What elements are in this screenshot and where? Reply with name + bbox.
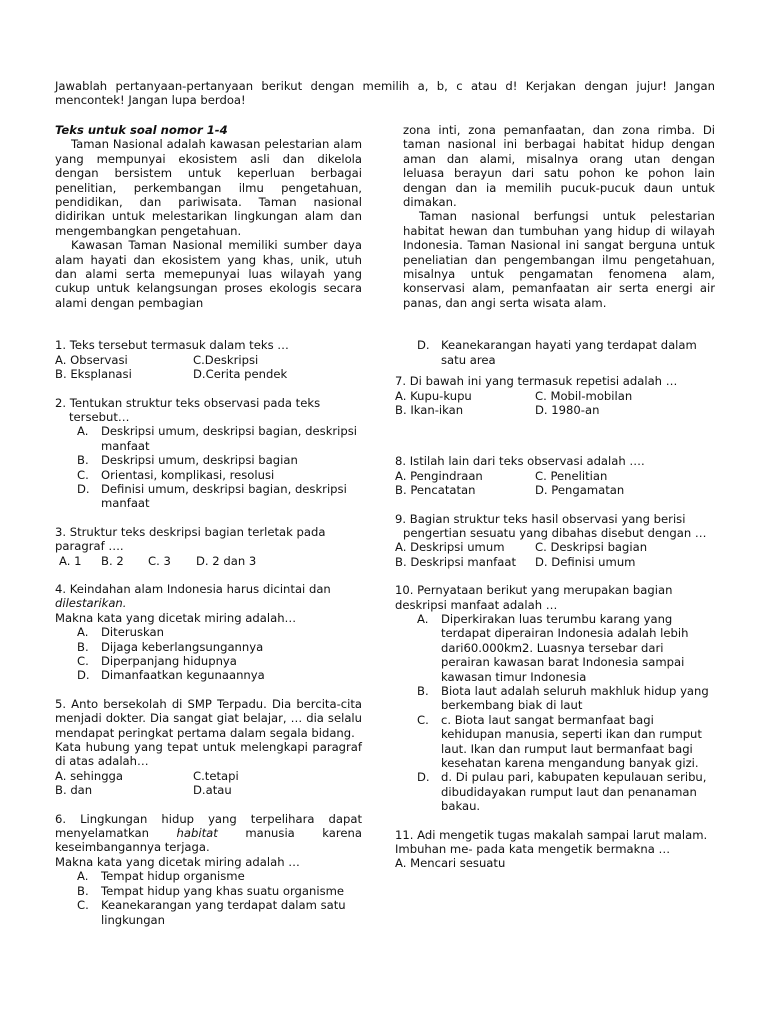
question-9-option-c[interactable]: C. Deskripsi bagian: [535, 540, 648, 555]
question-2-options: [55, 424, 362, 510]
question-10-option-a[interactable]: A. Diperkirakan luas terumbu karang yang terdapat diperairan Indonesia adalah lebih dari60.000km2. Luasnya tersebar dari perairan kawasan barat Indonesia sampai kawasan timur Indonesia: [417, 611, 689, 684]
question-4-options: [55, 625, 362, 683]
question-3-option-b[interactable]: B. 2: [101, 553, 124, 568]
question-1: [55, 338, 362, 381]
question-4-text-main: 4. Keindahan alam Indonesia harus dicintai dan: [55, 581, 331, 596]
question-6-option-d-list: [395, 338, 715, 367]
question-8-option-c[interactable]: C. Penelitian: [535, 468, 608, 483]
question-4-option-c[interactable]: C. Diperpanjang hidupnya: [77, 654, 237, 668]
question-10-option-b[interactable]: B. Biota laut adalah seluruh makhluk hidup yang berkembang biak di laut: [417, 684, 709, 713]
question-6-text-pre: 6. Lingkungan hidup yang terpelihara dapat menyelamatkan: [55, 811, 362, 841]
question-7: [395, 374, 715, 417]
question-5-option-d[interactable]: D.atau: [193, 783, 232, 798]
passage-paragraph-3: Taman nasional berfungsi untuk pelestarian habitat hewan dan tumbuhan yang hidup di wilayah Indonesia. Taman Nasional ini sangat berguna untuk peneliatian dan pengembangan ilmu pengetahuan, misalnya untuk pengamatan fenomena alam, konservasi alam, pemanfaatan air serta energi air panas, dan angi serta wisata alam.: [403, 209, 715, 310]
question-4-italic-word: dilestarikan.: [55, 596, 127, 611]
question-11-text: 11. Adi mengetik tugas makalah sampai larut malam. Imbuhan me- pada kata mengetik bermakna …: [395, 827, 708, 857]
right-column: [395, 123, 715, 871]
question-8: [395, 454, 715, 497]
question-5-prompt: Kata hubung yang tepat untuk melengkapi paragraf di atas adalah…: [55, 740, 362, 769]
question-5-text: 5. Anto bersekolah di SMP Terpadu. Dia bercita-cita menjadi dokter. Dia sangat giat belajar, … dia selalu mendapat peringkat pertama dalam segala bidang.: [55, 696, 362, 740]
question-6-prompt: Makna kata yang dicetak miring adalah …: [55, 854, 300, 869]
question-7-option-d[interactable]: D. 1980-an: [535, 402, 600, 417]
question-11-option-a[interactable]: A. Mencari sesuatu: [395, 856, 506, 871]
passage-paragraph-2: Kawasan Taman Nasional memiliki sumber daya alam hayati dan ekosistem yang khas, unik, utuh dan alami serta memepunyai luas wilayah yang cukup untuk kelangsungan proses ekologis secara alami dengan pembagian: [55, 238, 362, 310]
question-6-italic-word: habitat: [176, 826, 218, 841]
question-10-options: [395, 612, 715, 814]
question-4-text: [55, 582, 362, 611]
question-4-option-a[interactable]: A. Diteruskan: [77, 625, 164, 640]
question-6-options: [55, 869, 362, 927]
question-1-option-b[interactable]: B. Eksplanasi: [55, 367, 132, 382]
question-8-option-d[interactable]: D. Pengamatan: [535, 483, 625, 498]
question-8-option-a[interactable]: A. Pengindraan: [395, 468, 483, 483]
question-3-option-c[interactable]: C. 3: [148, 553, 171, 568]
question-1-text: 1. Teks tersebut termasuk dalam teks …: [55, 338, 289, 353]
question-3-text: 3. Struktur teks deskripsi bagian terletak pada paragraf ….: [55, 524, 326, 554]
passage-paragraph-1: Taman Nasional adalah kawasan pelestarian alam yang mempunyai ekosistem asli dan dikelola dengan bersistem untuk keperluan berbagai penelitian, perkembangan ilmu pengetahuan, pendidikan, dan pariwisata. Taman nasional didirikan untuk melestarikan lingkungan alam dan mengembangkan pengetahuan.: [55, 137, 362, 238]
left-column: [55, 123, 362, 927]
question-4-option-b[interactable]: B. Dijaga keberlangsungannya: [77, 639, 264, 654]
question-2-option-c[interactable]: C. Orientasi, komplikasi, resolusi: [77, 467, 275, 482]
question-6-option-a[interactable]: A. Tempat hidup organisme: [77, 869, 245, 884]
question-7-option-c[interactable]: C. Mobil-mobilan: [535, 388, 633, 403]
question-9-text: 9. Bagian struktur teks hasil observasi yang berisi pengertian sesuatu yang dibahas disebut dengan …: [395, 511, 707, 540]
question-10-option-c[interactable]: C. c. Biota laut sangat bermanfaat bagi kehidupan manusia, seperti ikan dan rumput laut. Ikan dan rumput laut bermanfaat bagi kesehatan karena mengandung banyak gizi.: [417, 712, 702, 771]
question-1-option-d[interactable]: D.Cerita pendek: [193, 367, 288, 382]
question-5-option-a[interactable]: A. sehingga: [55, 768, 124, 783]
passage-paragraph-2-continued: zona inti, zona pemanfaatan, dan zona rimba. Di taman nasional ini berbagai habitat hidup dengan aman dan alami, misalnya orang utan dengan leluasa berayun dari satu pohon ke pohon lain dengan dan ia memilih pucuk-pucuk daun untuk dimakan.: [403, 123, 715, 210]
passage-title: Teks untuk soal nomor 1-4: [55, 123, 228, 137]
question-5: [55, 697, 362, 798]
question-4-option-d[interactable]: D. Dimanfaatkan kegunaannya: [77, 668, 265, 683]
question-3-option-a[interactable]: A. 1: [59, 553, 82, 568]
question-7-option-b[interactable]: B. Ikan-ikan: [395, 402, 464, 417]
question-6-option-c[interactable]: C. Keanekarangan yang terdapat dalam satu lingkungan: [77, 898, 346, 927]
question-9-option-b[interactable]: B. Deskripsi manfaat: [395, 554, 517, 569]
question-4-prompt: Makna kata yang dicetak miring adalah…: [55, 610, 297, 625]
question-7-text: 7. Di bawah ini yang termasuk repetisi adalah …: [395, 374, 678, 389]
question-10-option-d[interactable]: D. d. Di pulau pari, kabupaten kepulauan seribu, dibudidayakan rumput laut dan penanaman bakau.: [417, 770, 707, 814]
question-1-option-a[interactable]: A. Observasi: [55, 352, 128, 367]
question-2-option-a[interactable]: A. Deskripsi umum, deskripsi bagian, deskripsi manfaat: [77, 424, 358, 453]
question-6-text: [55, 812, 362, 855]
question-8-option-b[interactable]: B. Pencatatan: [395, 483, 476, 498]
question-7-option-a[interactable]: A. Kupu-kupu: [395, 388, 472, 403]
question-8-text: 8. Istilah lain dari teks observasi adalah ….: [395, 454, 645, 469]
question-1-option-c[interactable]: C.Deskripsi: [193, 352, 259, 367]
question-3: [55, 525, 362, 568]
question-2-option-d[interactable]: D. Definisi umum, deskripsi bagian, deskripsi manfaat: [77, 481, 347, 511]
question-10: [395, 583, 715, 814]
question-2-text: 2. Tentukan struktur teks observasi pada teks tersebut…: [55, 395, 321, 424]
question-9-option-d[interactable]: D. Definisi umum: [535, 554, 636, 569]
instructions: Jawablah pertanyaan-pertanyaan berikut dengan memilih a, b, c atau d! Kerjakan dengan jujur! Jangan mencontek! Jangan lupa berdoa!: [55, 79, 715, 108]
question-6-text-post: manusia karena keseimbangannya terjaga.: [55, 826, 363, 855]
question-2-option-b[interactable]: B. Deskripsi umum, deskripsi bagian: [77, 453, 298, 468]
question-6: [55, 812, 362, 927]
question-6-option-b[interactable]: B. Tempat hidup yang khas suatu organisme: [77, 883, 345, 898]
question-5-option-b[interactable]: B. dan: [55, 783, 93, 798]
question-9: [395, 512, 715, 570]
question-10-text: 10. Pernyataan berikut yang merupakan bagian deskripsi manfaat adalah …: [395, 583, 673, 612]
question-6-option-d[interactable]: D. Keanekarangan hayati yang terdapat dalam satu area: [417, 338, 697, 367]
question-11: [395, 828, 715, 871]
question-3-option-d[interactable]: D. 2 dan 3: [196, 553, 257, 568]
question-4: [55, 582, 362, 683]
question-9-option-a[interactable]: A. Deskripsi umum: [395, 540, 505, 555]
question-2: [55, 396, 362, 511]
question-5-option-c[interactable]: C.tetapi: [193, 768, 239, 783]
